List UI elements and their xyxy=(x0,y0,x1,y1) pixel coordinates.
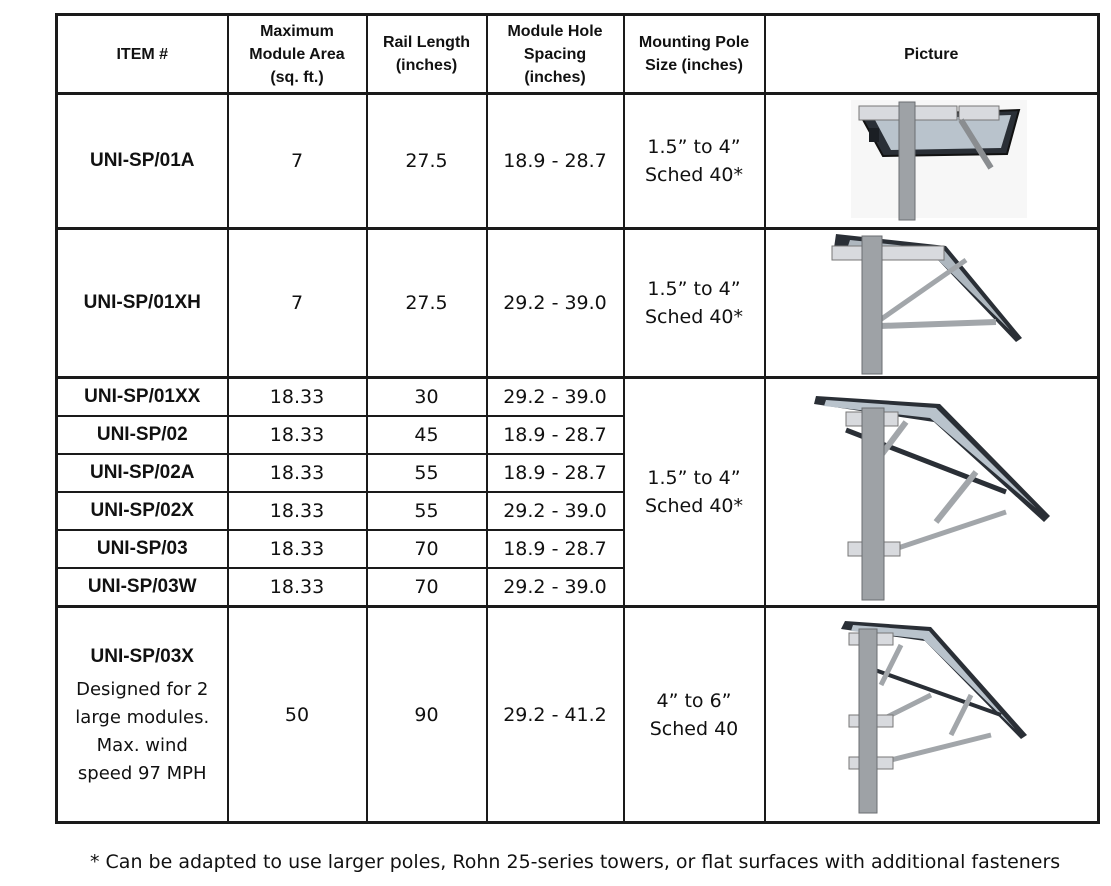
header-pole: Mounting Pole Size (inches) xyxy=(624,15,765,94)
hole-spacing: 18.9 - 28.7 xyxy=(487,94,624,229)
picture-cell xyxy=(765,94,1099,229)
hole-spacing: 18.9 - 28.7 xyxy=(487,454,624,492)
item-number: UNI-SP/01XH xyxy=(57,229,228,378)
module-area: 18.33 xyxy=(228,568,367,607)
table-row xyxy=(57,378,1099,417)
item-number: UNI-SP/03 xyxy=(57,530,228,568)
rail-length: 27.5 xyxy=(367,229,487,378)
module-area: 7 xyxy=(228,94,367,229)
item-number: UNI-SP/01XX xyxy=(57,378,228,417)
pole-size: 1.5” to 4” Sched 40* xyxy=(624,94,765,229)
hole-spacing: 29.2 - 39.0 xyxy=(487,568,624,607)
large-dual-module-mount-image xyxy=(831,615,1031,815)
rail-length: 90 xyxy=(367,607,487,823)
module-area: 50 xyxy=(228,607,367,823)
hole-spacing: 29.2 - 39.0 xyxy=(487,378,624,417)
header-item: ITEM # xyxy=(57,15,228,94)
module-area: 18.33 xyxy=(228,378,367,417)
header-rail: Rail Length (inches) xyxy=(367,15,487,94)
single-module-top-mount-image xyxy=(831,98,1031,224)
item-number: UNI-SP/03X xyxy=(90,645,194,667)
hole-spacing: 29.2 - 41.2 xyxy=(487,607,624,823)
picture-cell xyxy=(765,229,1099,378)
footnote: * Can be adapted to use larger poles, Rohn 25-series towers, or flat surfaces with additional fasteners xyxy=(90,851,1061,873)
header-area: Maximum Module Area (sq. ft.) xyxy=(228,15,367,94)
tilted-single-module-mount-image xyxy=(826,230,1036,376)
pole-size: 1.5” to 4” Sched 40* xyxy=(624,378,765,607)
item-cell-with-note xyxy=(57,607,228,823)
spec-table xyxy=(55,13,1100,824)
rail-length: 27.5 xyxy=(367,94,487,229)
hole-spacing: 29.2 - 39.0 xyxy=(487,229,624,378)
table-row xyxy=(57,607,1099,823)
item-number: UNI-SP/02A xyxy=(57,454,228,492)
module-area: 18.33 xyxy=(228,530,367,568)
rail-length: 45 xyxy=(367,416,487,454)
item-number: UNI-SP/03W xyxy=(57,568,228,607)
rail-length: 55 xyxy=(367,454,487,492)
header-hole: Module Hole Spacing (inches) xyxy=(487,15,624,94)
item-number: UNI-SP/01A xyxy=(57,94,228,229)
hole-spacing: 18.9 - 28.7 xyxy=(487,530,624,568)
item-number: UNI-SP/02 xyxy=(57,416,228,454)
table-row xyxy=(57,94,1099,229)
item-number: UNI-SP/02X xyxy=(57,492,228,530)
pole-size: 4” to 6” Sched 40 xyxy=(624,607,765,823)
picture-cell xyxy=(765,607,1099,823)
module-area: 7 xyxy=(228,229,367,378)
header-picture: Picture xyxy=(765,15,1099,94)
dual-module-side-mount-image xyxy=(806,382,1056,602)
hole-spacing: 29.2 - 39.0 xyxy=(487,492,624,530)
rail-length: 55 xyxy=(367,492,487,530)
pole-size: 1.5” to 4” Sched 40* xyxy=(624,229,765,378)
picture-cell xyxy=(765,378,1099,607)
rail-length: 70 xyxy=(367,530,487,568)
module-area: 18.33 xyxy=(228,416,367,454)
header-row xyxy=(57,15,1099,94)
rail-length: 30 xyxy=(367,378,487,417)
rail-length: 70 xyxy=(367,568,487,607)
table-row xyxy=(57,229,1099,378)
module-area: 18.33 xyxy=(228,454,367,492)
item-note: Designed for 2 large modules. Max. wind speed 97 MPH xyxy=(75,678,210,784)
hole-spacing: 18.9 - 28.7 xyxy=(487,416,624,454)
module-area: 18.33 xyxy=(228,492,367,530)
